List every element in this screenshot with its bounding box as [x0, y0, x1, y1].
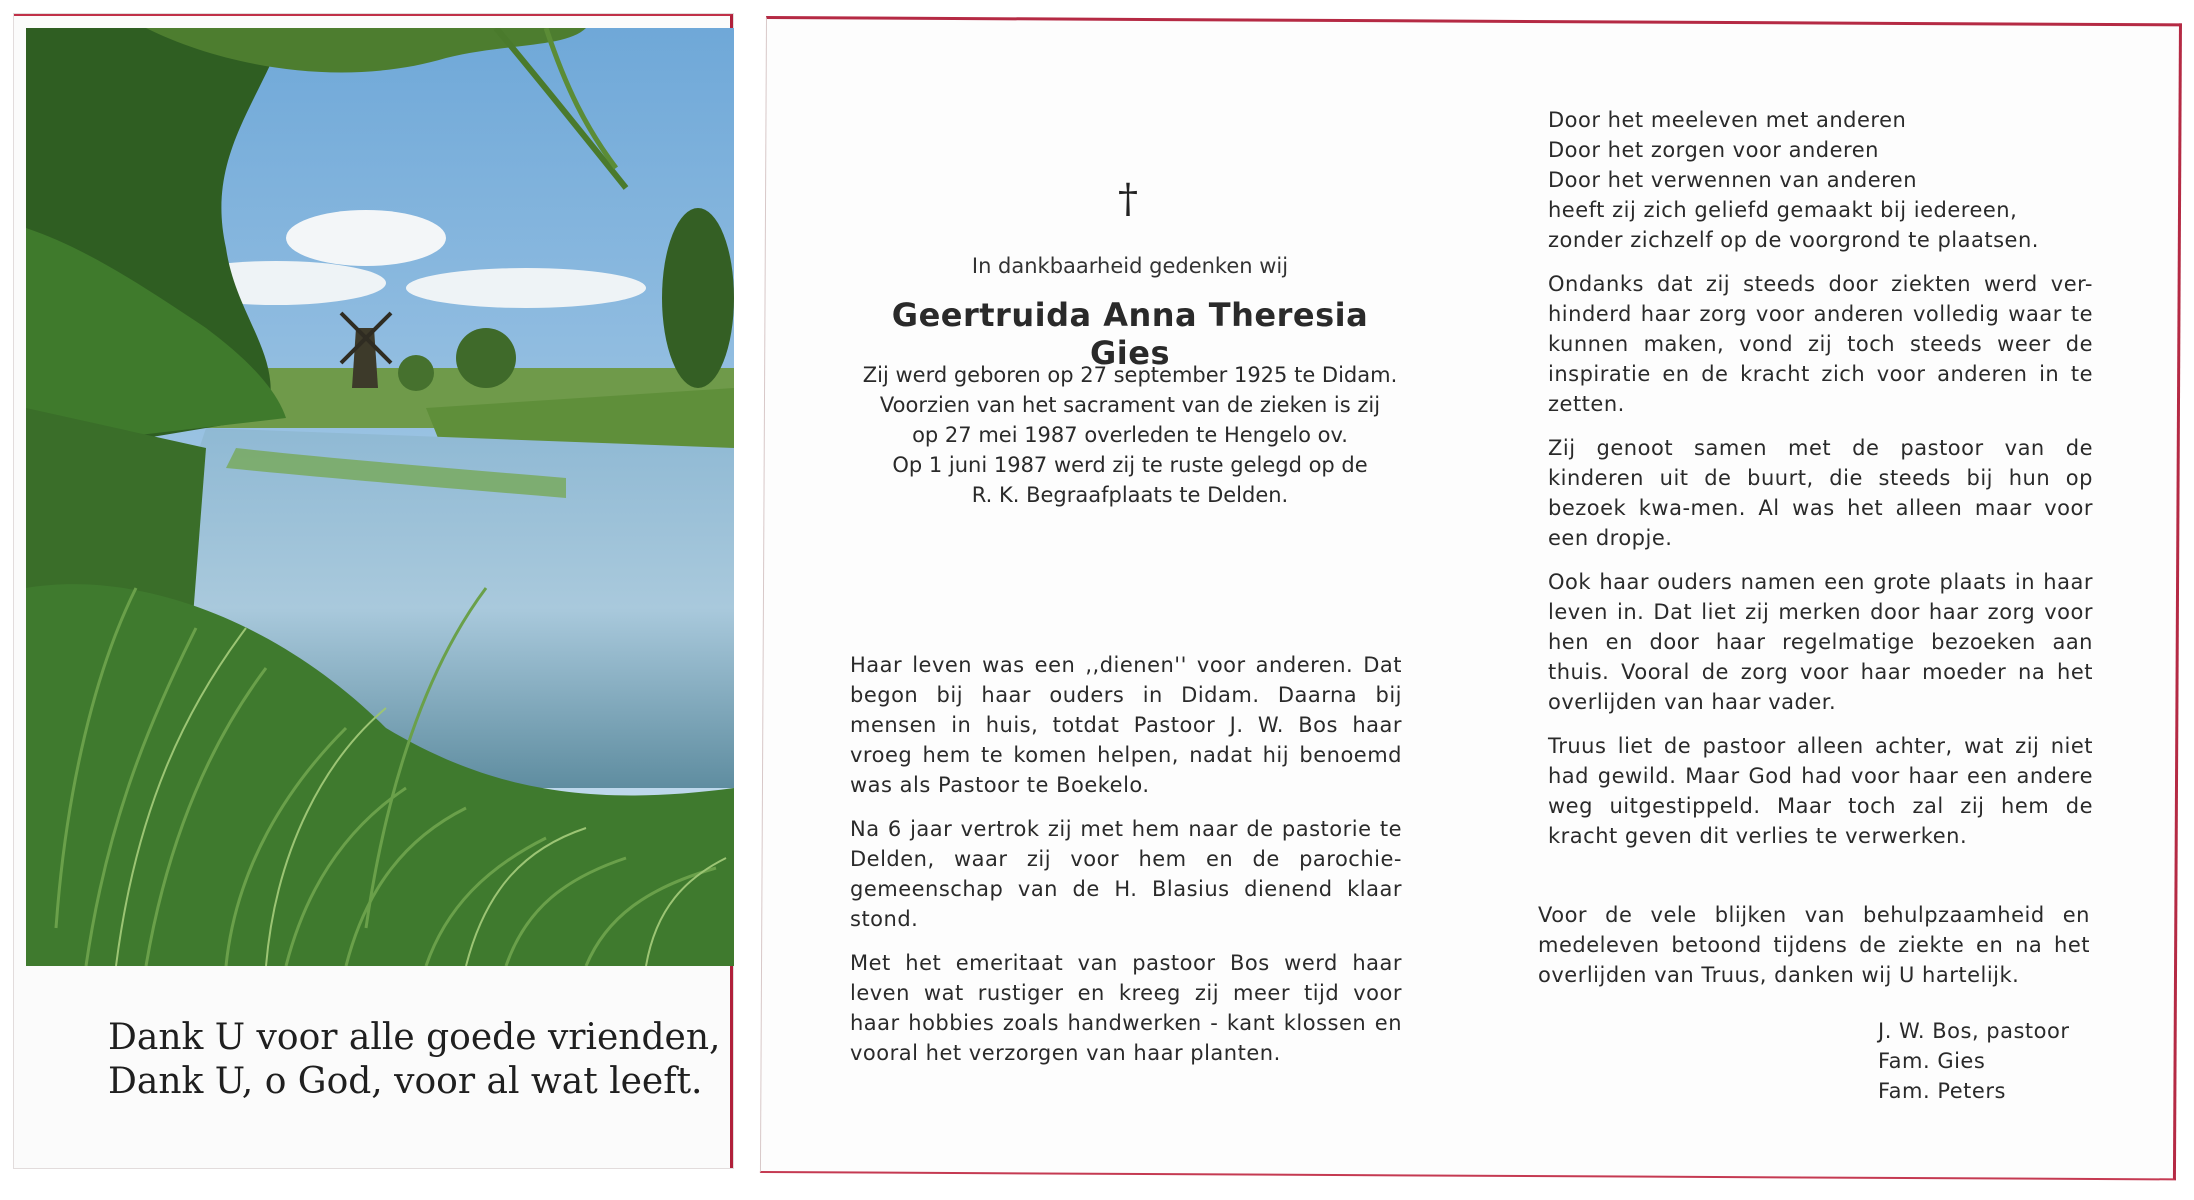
fact-line: op 27 mei 1987 overleden te Hengelo ov.: [912, 423, 1348, 447]
signature-line: Fam. Gies: [1878, 1049, 1986, 1073]
tribute-column: [1548, 105, 2093, 865]
biography-paragraph: Haar leven was een ,,dienen'' voor anderen. Dat begon bij haar ouders in Didam. Daarna bij mensen in huis, totdat Pastoor J. W. Bos haar vroeg hem te komen helpen, nadat hij benoemd was als Pastoor te Boekelo.: [850, 653, 1402, 797]
life-facts: [840, 360, 1420, 510]
fact-line: Op 1 juni 1987 werd zij te ruste gelegd op de: [892, 453, 1368, 477]
poem-line: Door het meeleven met anderen: [1548, 108, 1907, 132]
deceased-name: Geertruida Anna Theresia Gies: [891, 296, 1369, 372]
tribute-paragraph: Ondanks dat zij steeds door ziekten werd ver-hinderd haar zorg voor anderen volledig waar te kunnen maken, vond zij toch steeds weer de inspiratie en de kracht zich voor anderen in te zetten.: [1548, 272, 2093, 416]
verse-line-2: Dank U, o God, voor al wat leeft.: [108, 1061, 703, 1102]
poem: [1548, 105, 2093, 255]
poem-line: Door het verwennen van anderen: [1548, 168, 1918, 192]
biography-column: [850, 650, 1402, 1082]
biography-paragraph: Na 6 jaar vertrok zij met hem naar de pastorie te Delden, waar zij voor hem en de parochie-gemeenschap van de H. Blasius dienend klaar stond.: [850, 817, 1402, 931]
fact-line: Zij werd geboren op 27 september 1925 te Didam.: [862, 363, 1398, 387]
landscape-photo-icon: [26, 28, 734, 966]
tribute-paragraph: Zij genoot samen met de pastoor van de kinderen uit de buurt, die steeds bij hun op bezoek kwa-men. Al was het alleen maar voor een dropje.: [1548, 436, 2093, 550]
biography-paragraph: Met het emeritaat van pastoor Bos werd haar leven wat rustiger en kreeg zij meer tijd voor haar hobbies zoals handwerken - kant klossen en vooral het verzorgen van haar planten.: [850, 951, 1402, 1065]
tribute-paragraph: Ook haar ouders namen een grote plaats in haar leven in. Dat liet zij merken door haar zorg voor hen en door haar regelmatige bezoeken aan thuis. Vooral de zorg voor haar moeder na het overlijden van haar vader.: [1548, 570, 2093, 714]
signatures: [1878, 1016, 2178, 1106]
card-verse: [108, 1016, 721, 1104]
fact-line: R. K. Begraafplaats te Delden.: [971, 483, 1289, 507]
verse-line-1: Dank U voor alle goede vrienden,: [108, 1017, 721, 1058]
fact-line: Voorzien van het sacrament van de zieken is zij: [879, 393, 1381, 417]
prayer-card-front: [14, 14, 733, 1168]
intro-text: In dankbaarheid gedenken wij: [971, 254, 1289, 278]
signature-line: Fam. Peters: [1878, 1079, 2006, 1103]
thanks-paragraph: Voor de vele blijken van behulpzaamheid en medeleven betoond tijdens de ziekte en na het overlijden van Truus, danken wij U hartelijk.: [1538, 903, 2090, 987]
poem-line: zonder zichzelf op de voorgrond te plaatsen.: [1548, 228, 2039, 252]
signature-line: J. W. Bos, pastoor: [1878, 1019, 2070, 1043]
poem-line: Door het zorgen voor anderen: [1548, 138, 1879, 162]
tribute-paragraph: Truus liet de pastoor alleen achter, wat zij niet had gewild. Maar God had voor haar een andere weg uitgestippeld. Maar toch zal zij hem de kracht geven dit verlies te verwerken.: [1548, 734, 2093, 848]
poem-line: heeft zij zich geliefd gemaakt bij iedereen,: [1548, 198, 2018, 222]
cross-icon: †: [1118, 176, 1138, 222]
